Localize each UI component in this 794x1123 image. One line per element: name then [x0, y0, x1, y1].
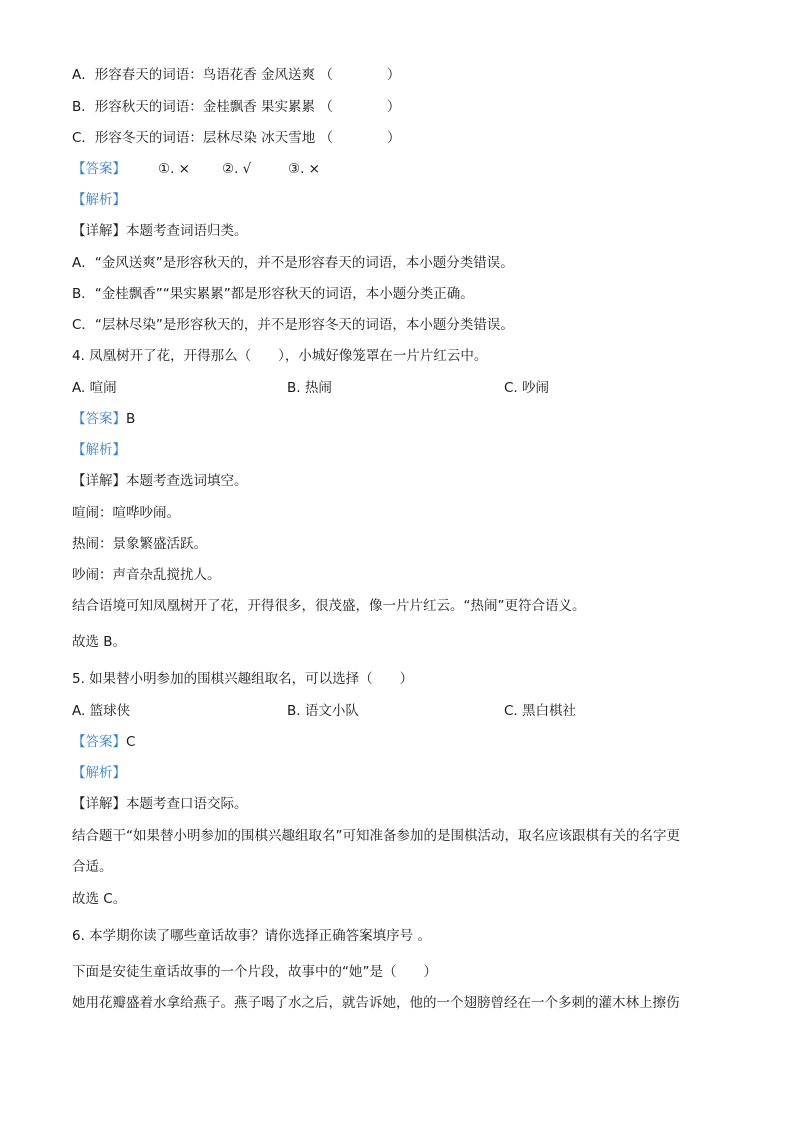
q5-detail: [72, 794, 248, 814]
q3-answer-item-2: ②. √: [222, 161, 252, 177]
q3-explanation-a: A．“金风送爽”是形容秋天的，并不是形容春天的词语，本小题分类错误。: [72, 255, 514, 271]
analysis-tag: 【解析】: [72, 192, 126, 208]
q6-passage: 她用花瓣盛着水拿给燕子。燕子喝了水之后，就告诉她，他的一个翅膀曾经在一个多刺的灌木林上擦伤: [72, 995, 680, 1011]
answer-value: C: [126, 734, 136, 750]
q6-subquestion: 下面是安徒生童话故事的一个片段，故事中的“她”是（ ）: [72, 964, 437, 980]
q4-definition-2: 热闹：景象繁盛活跃。: [72, 536, 207, 552]
analysis-tag: 【解析】: [72, 765, 126, 781]
q4-definition-3: 吵闹：声音杂乱搅扰人。: [72, 567, 221, 583]
detail-tag: 【详解】: [72, 796, 126, 812]
q5-answer: [72, 732, 135, 752]
q3-analysis: [72, 190, 126, 210]
answer-tag: 【答案】: [72, 411, 126, 427]
q4-option-b: B. 热闹: [287, 380, 332, 396]
q5-explanation-line2: 合适。: [72, 859, 113, 875]
q5-choose: 故选 C。: [72, 891, 127, 907]
detail-text: 本题考查词语归类。: [126, 223, 248, 239]
q4-definition-1: 喧闹：喧哗吵闹。: [72, 505, 180, 521]
q3-option-b: B．形容秋天的词语：金桂飘香 果实累累 （ ）: [72, 99, 401, 115]
q3-explanation-b: B．“金桂飘香”“果实累累”都是形容秋天的词语，本小题分类正确。: [72, 286, 474, 302]
q3-option-c: C．形容冬天的词语：层林尽染 冰天雪地 （ ）: [72, 130, 401, 146]
q5-option-b: B. 语文小队: [287, 703, 359, 719]
q5-option-c: C. 黑白棋社: [504, 703, 577, 719]
q3-detail: [72, 221, 248, 241]
q3-answer-item-1: ①. ×: [158, 161, 190, 177]
q4-detail: [72, 471, 248, 491]
q3-option-a: A．形容春天的词语：鸟语花香 金风送爽 （ ）: [72, 67, 401, 83]
q4-answer: [72, 409, 135, 429]
answer-tag: 【答案】: [72, 734, 126, 750]
q5-analysis: [72, 763, 126, 783]
detail-text: 本题考查口语交际。: [126, 796, 248, 812]
detail-tag: 【详解】: [72, 223, 126, 239]
answer-value: B: [126, 411, 136, 427]
q4-analysis: [72, 440, 126, 460]
q3-answer: [72, 159, 320, 179]
q5-explanation-line1: 结合题干“如果替小明参加的围棋兴趣组取名”可知准备参加的是围棋活动，取名应该跟棋有关的名字更: [72, 828, 680, 844]
q6-stem: 6. 本学期你读了哪些童话故事？请你选择正确答案填序号 。: [72, 928, 431, 944]
q4-option-a: A. 喧闹: [72, 380, 117, 396]
q4-stem: 4. 凤凰树开了花，开得那么（ ），小城好像笼罩在一片片红云中。: [72, 348, 488, 364]
q3-explanation-c: C．“层林尽染”是形容秋天的，并不是形容冬天的词语，本小题分类错误。: [72, 317, 514, 333]
detail-text: 本题考查选词填空。: [126, 473, 248, 489]
q4-choose: 故选 B。: [72, 634, 127, 650]
detail-tag: 【详解】: [72, 473, 126, 489]
answer-tag: 【答案】: [72, 161, 126, 177]
analysis-tag: 【解析】: [72, 442, 126, 458]
q5-stem: 5. 如果替小明参加的围棋兴趣组取名，可以选择（ ）: [72, 671, 414, 687]
q5-option-a: A. 篮球侠: [72, 703, 131, 719]
q3-answer-item-3: ③. ×: [288, 161, 320, 177]
q4-explanation: 结合语境可知凤凰树开了花，开得很多，很茂盛，像一片片红云。“热闹”更符合语义。: [72, 598, 586, 614]
q4-option-c: C. 吵闹: [504, 380, 550, 396]
